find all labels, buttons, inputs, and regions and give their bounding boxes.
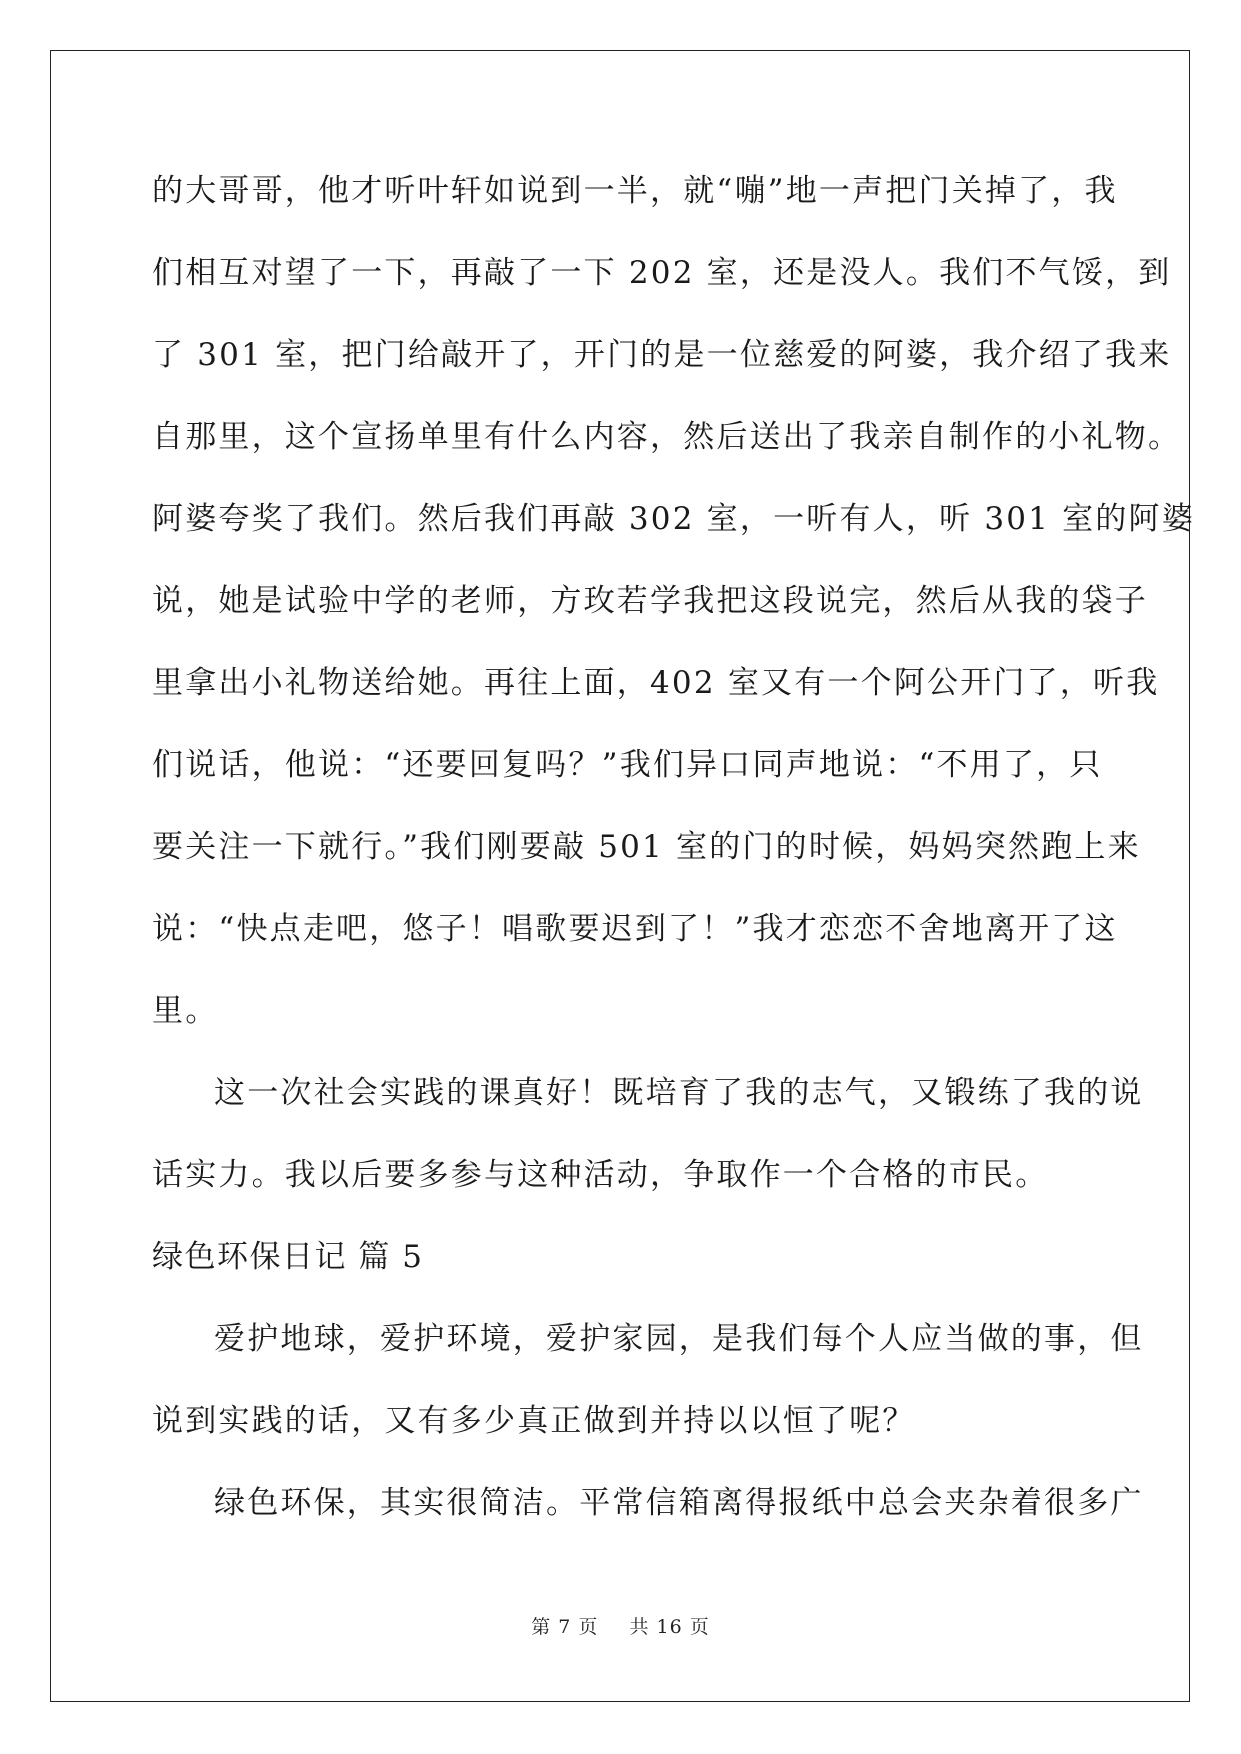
- section-heading: 绿色环保日记 篇 5: [152, 1239, 424, 1275]
- text-line: 要关注一下就行。”我们刚要敲 501 室的门的时候，妈妈突然跑上来: [152, 829, 1141, 865]
- text-line: 爱护地球，爱护环境，爱护家园，是我们每个人应当做的事，但: [214, 1321, 1144, 1357]
- page-total: 共 16 页: [629, 1616, 710, 1638]
- text-line: 说到实践的话，又有多少真正做到并持以以恒了呢？: [152, 1403, 916, 1439]
- text-line: 绿色环保，其实很简洁。平常信箱离得报纸中总会夹杂着很多广: [214, 1485, 1144, 1521]
- text-line: 说：“快点走吧，悠子！唱歌要迟到了！”我才恋恋不舍地离开了这: [152, 911, 1118, 947]
- page-footer: [0, 1612, 1241, 1639]
- text-line: 了 301 室，把门给敲开了，开门的是一位慈爱的阿婆，我介绍了我来: [152, 337, 1172, 373]
- text-line: 说，她是试验中学的老师，方玫若学我把这段说完，然后从我的袋子: [152, 583, 1148, 619]
- text-line: 阿婆夸奖了我们。然后我们再敲 302 室，一听有人，听 301 室的阿婆: [152, 501, 1195, 537]
- page-number: 第 7 页: [531, 1616, 599, 1638]
- text-line: 们说话，他说：“还要回复吗？”我们异口同声地说：“不用了，只: [152, 747, 1103, 783]
- text-line: 这一次社会实践的课真好！既培育了我的志气，又锻练了我的说: [214, 1075, 1144, 1111]
- text-line: 里。: [152, 993, 219, 1029]
- document-body: [152, 160, 1195, 1554]
- text-line: 们相互对望了一下，再敲了一下 202 室，还是没人。我们不气馁，到: [152, 255, 1172, 291]
- text-line: 自那里，这个宣扬单里有什么内容，然后送出了我亲自制作的小礼物。: [152, 419, 1182, 455]
- text-line: 的大哥哥，他才听叶轩如说到一半，就“嘣”地一声把门关掉了，我: [152, 173, 1118, 209]
- text-line: 里拿出小礼物送给她。再往上面，402 室又有一个阿公开门了，听我: [152, 665, 1160, 701]
- text-line: 话实力。我以后要多参与这种活动，争取作一个合格的市民。: [152, 1157, 1049, 1193]
